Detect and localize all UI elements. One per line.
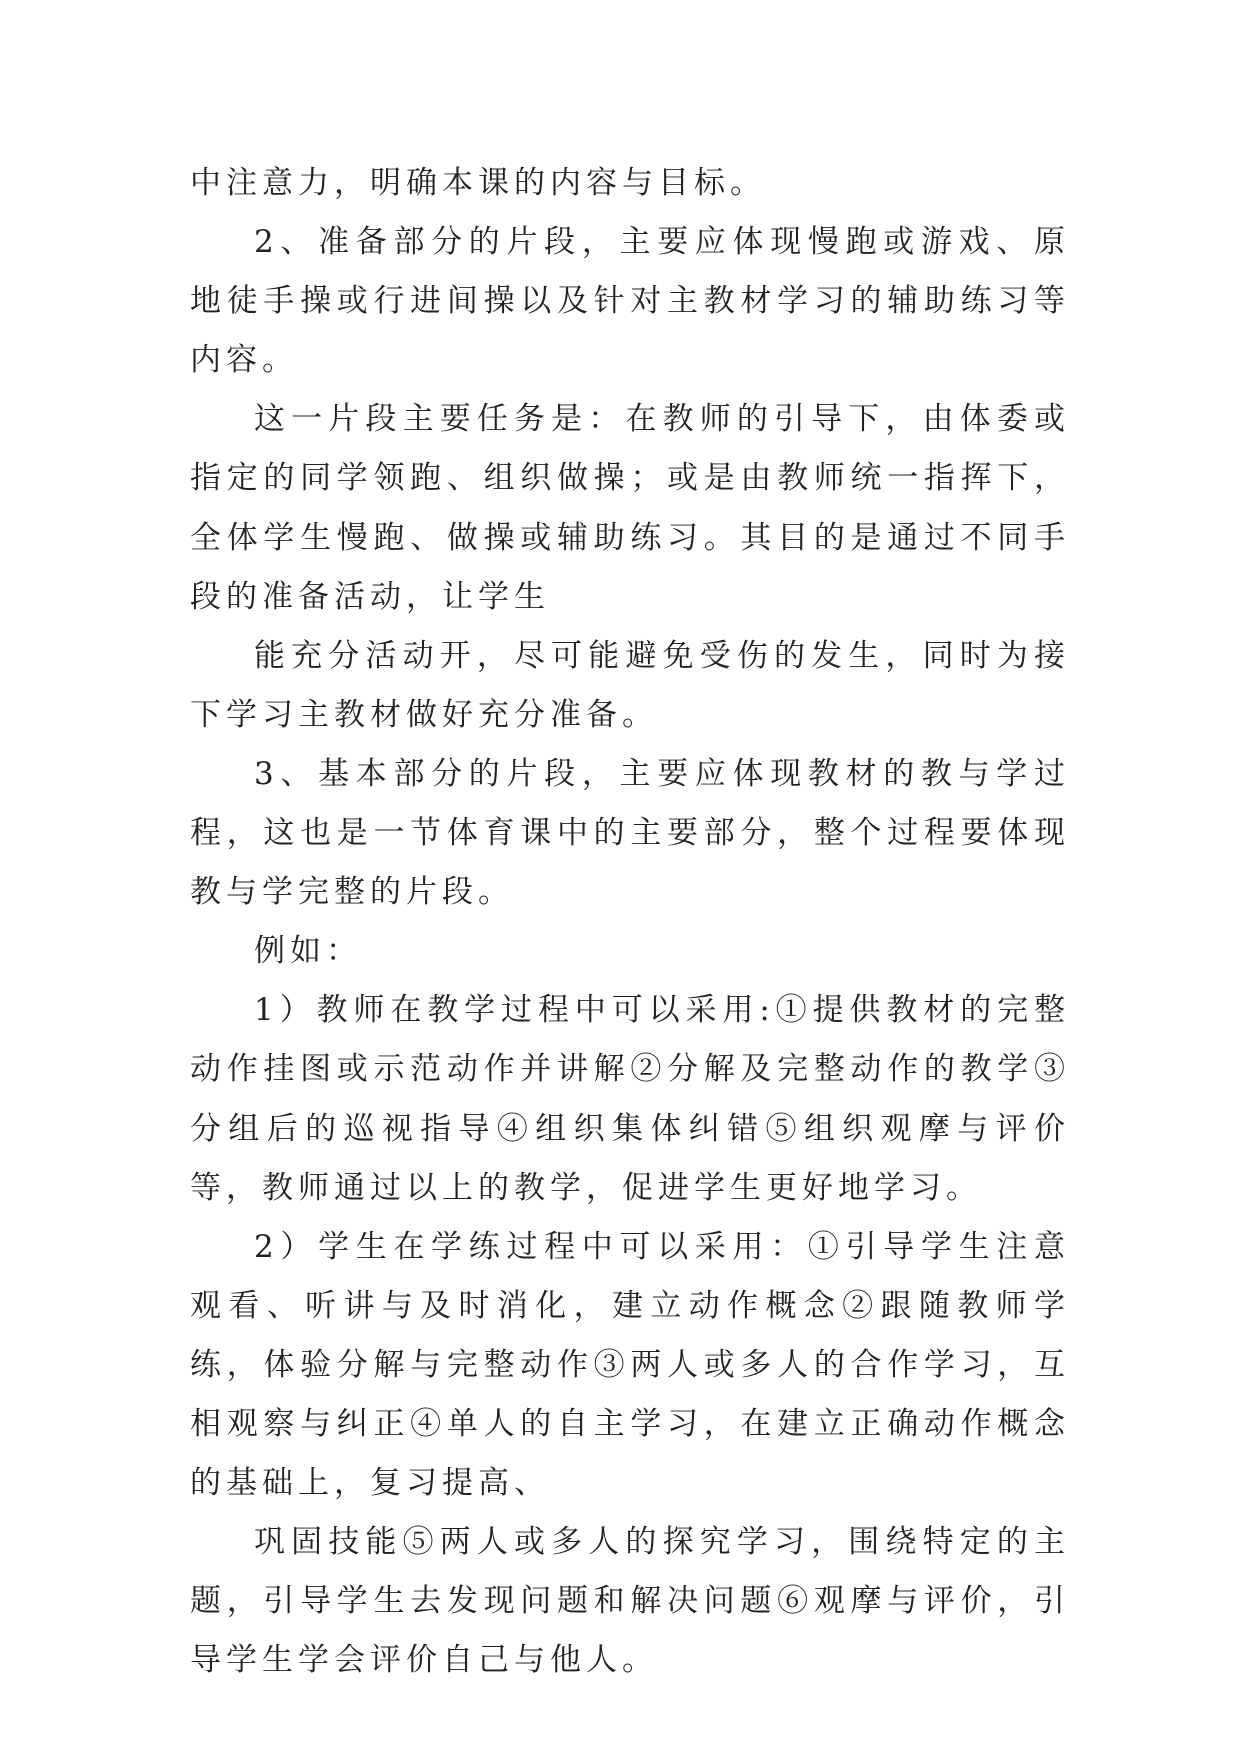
paragraph-7: 1）教师在教学过程中可以采用:①提供教材的完整动作挂图或示范动作并讲解②分解及完整动作的教学③分组后的巡视指导④组织集体纠错⑤组织观摩与评价等，教师通过以上的教学，促进学生更好地学习。 (190, 992, 1070, 1206)
paragraph-8: 2）学生在学练过程中可以采用：①引导学生注意观看、听讲与及时消化，建立动作概念②跟随教师学练，体验分解与完整动作③两人或多人的合作学习，互相观察与纠正④单人的自主学习，在建立正确动作概念的基础上，复习提高、 (190, 1228, 1070, 1502)
paragraph-1: 中注意力，明确本课的内容与目标。 (190, 165, 766, 201)
paragraph-5: 3、基本部分的片段，主要应体现教材的教与学过程，这也是一节体育课中的主要部分，整个过程要体现教与学完整的片段。 (190, 755, 1070, 911)
paragraph-4: 能充分活动开，尽可能避免受伤的发生，同时为接下学习主教材做好充分准备。 (190, 637, 1070, 733)
document-body (190, 154, 1070, 1690)
paragraph-3: 这一片段主要任务是：在教师的引导下，由体委或指定的同学领跑、组织做操；或是由教师统一指挥下，全体学生慢跑、做操或辅助练习。其目的是通过不同手段的准备活动，让学生 (190, 401, 1070, 615)
paragraph-6: 例如： (254, 933, 362, 970)
paragraph-2: 2、准备部分的片段，主要应体现慢跑或游戏、原地徒手操或行进间操以及针对主教材学习的辅助练习等内容。 (190, 224, 1070, 379)
paragraph-9: 巩固技能⑤两人或多人的探究学习，围绕特定的主题，引导学生去发现问题和解决问题⑥观摩与评价，引导学生学会评价自己与他人。 (190, 1524, 1070, 1679)
